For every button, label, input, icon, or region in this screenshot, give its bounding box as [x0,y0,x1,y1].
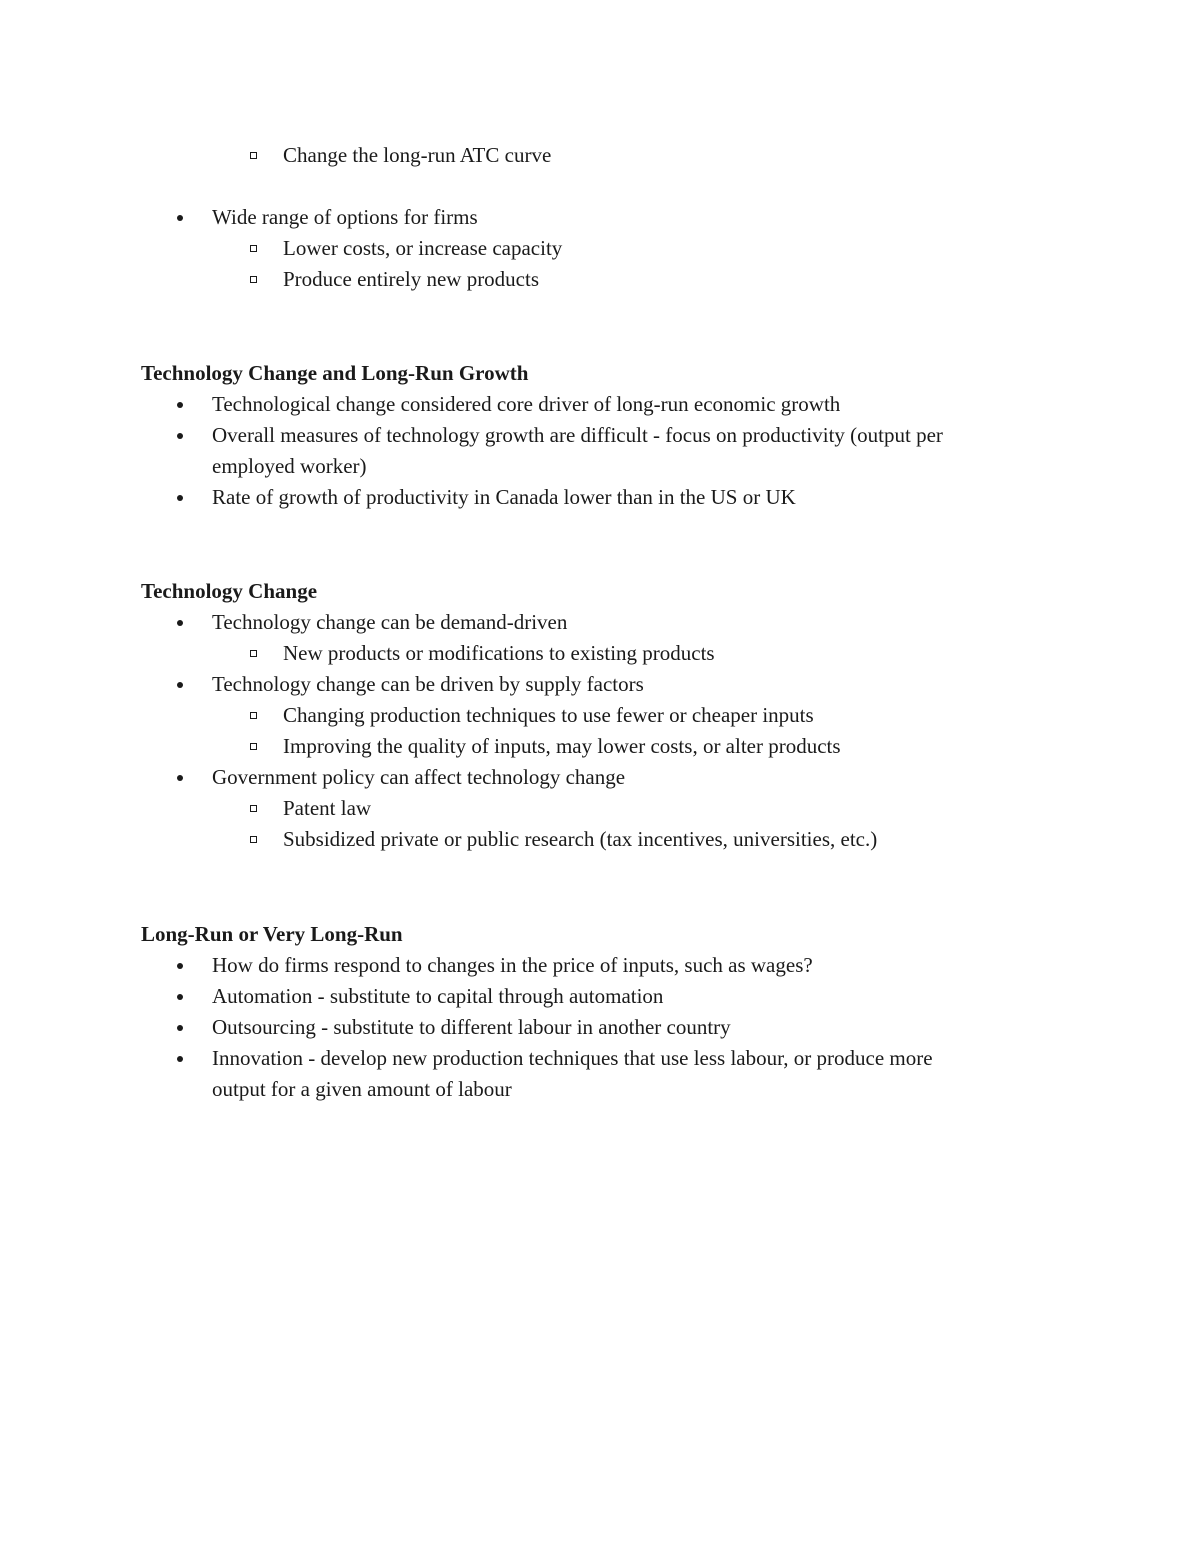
list-item-text: Overall measures of technology growth are difficult - focus on productivity (output per [212,423,943,447]
disc-bullet-icon [177,682,183,688]
list-subitem [283,700,814,731]
list-subitem [283,824,877,855]
list-item-text: Automation - substitute to capital through automation [212,984,664,1008]
list-item [212,389,840,420]
list-subitem-text: Produce entirely new products [283,267,540,291]
list-item-text: Outsourcing - substitute to different labour in another country [212,1015,731,1039]
disc-bullet-icon [177,620,183,626]
list-subitem [283,638,715,669]
disc-bullet-icon [177,215,183,221]
list-subitem-text: Improving the quality of inputs, may lower costs, or alter products [283,734,841,758]
section-heading: Technology Change and Long-Run Growth [141,361,529,385]
list-subitem-text: New products or modifications to existing products [283,641,715,665]
list-subitem-text: Change the long-run ATC curve [283,143,552,167]
list-item-text: Wide range of options for firms [212,205,478,229]
square-bullet-icon [250,712,257,719]
disc-bullet-icon [177,1025,183,1031]
list-item-text: Technology change can be demand-driven [212,610,568,634]
list-item [212,981,663,1012]
square-bullet-icon [250,245,257,252]
list-item [212,202,478,233]
list-item [212,1012,731,1043]
disc-bullet-icon [177,433,183,439]
disc-bullet-icon [177,963,183,969]
list-item-continuation [212,1074,512,1105]
list-item-text: employed worker) [212,454,367,478]
section-heading: Technology Change [141,579,318,603]
list-item-text: Technology change can be driven by supply factors [212,672,644,696]
square-bullet-icon [250,650,257,657]
square-bullet-icon [250,743,257,750]
list-subitem [283,731,841,762]
list-item [212,762,625,793]
list-subitem-text: Changing production techniques to use fewer or cheaper inputs [283,703,814,727]
square-bullet-icon [250,152,257,159]
list-item-text: output for a given amount of labour [212,1077,512,1101]
list-subitem [283,140,551,171]
list-item [212,482,796,513]
list-item-text: Innovation - develop new production techniques that use less labour, or produce more [212,1046,933,1070]
disc-bullet-icon [177,775,183,781]
list-subitem [283,233,562,264]
list-item [212,420,943,451]
list-subitem-text: Subsidized private or public research (tax incentives, universities, etc.) [283,827,878,851]
disc-bullet-icon [177,495,183,501]
list-item-text: Rate of growth of productivity in Canada lower than in the US or UK [212,485,796,509]
list-item [212,607,567,638]
square-bullet-icon [250,276,257,283]
list-item [212,1043,933,1074]
list-subitem [283,793,371,824]
list-item-text: Technological change considered core driver of long-run economic growth [212,392,841,416]
disc-bullet-icon [177,994,183,1000]
list-item-text: Government policy can affect technology change [212,765,626,789]
list-item-continuation [212,451,367,482]
disc-bullet-icon [177,1056,183,1062]
section-heading: Long-Run or Very Long-Run [141,922,403,946]
square-bullet-icon [250,836,257,843]
list-subitem-text: Lower costs, or increase capacity [283,236,563,260]
list-item [212,950,813,981]
disc-bullet-icon [177,402,183,408]
list-subitem [283,264,539,295]
square-bullet-icon [250,805,257,812]
list-item [212,669,644,700]
list-item-text: How do firms respond to changes in the price of inputs, such as wages? [212,953,813,977]
list-subitem-text: Patent law [283,796,372,820]
